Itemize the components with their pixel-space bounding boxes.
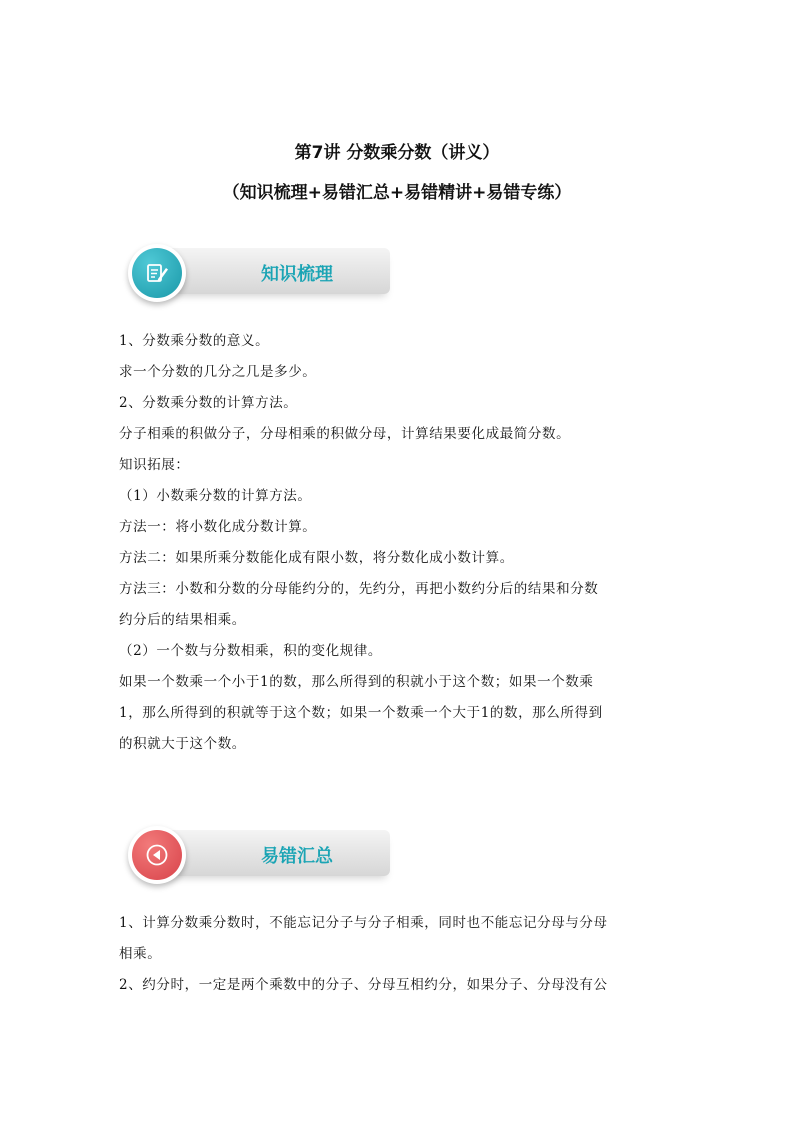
- text-line: 如果一个数乘一个小于1的数，那么所得到的积就小于这个数；如果一个数乘: [119, 674, 594, 690]
- text-line: 约分后的结果相乘。: [119, 612, 246, 628]
- text-line: 1、计算分数乘分数时，不能忘记分子与分子相乘，同时也不能忘记分母与分母: [119, 915, 608, 931]
- section-header-errors: [122, 828, 392, 892]
- section-body-knowledge: [119, 326, 603, 760]
- section-badge: [128, 826, 186, 884]
- document-title: 第7讲 分数乘分数（讲义）: [294, 143, 500, 163]
- text-line: 求一个分数的几分之几是多少。: [119, 364, 317, 380]
- section-header-knowledge: [122, 246, 392, 310]
- section-title: 易错汇总: [261, 846, 333, 867]
- text-line: 2、约分时，一定是两个乘数中的分子、分母互相约分，如果分子、分母没有公: [119, 977, 608, 993]
- play-back-icon: [145, 843, 169, 867]
- text-line: 1，那么所得到的积就等于这个数；如果一个数乘一个大于1的数，那么所得到: [119, 705, 603, 721]
- text-line: 方法二：如果所乘分数能化成有限小数，将分数化成小数计算。: [119, 550, 514, 566]
- text-line: 1、分数乘分数的意义。: [119, 333, 270, 349]
- section-title: 知识梳理: [261, 264, 333, 285]
- text-line: 知识拓展：: [119, 457, 190, 473]
- text-line: 分子相乘的积做分子，分母相乘的积做分母，计算结果要化成最简分数。: [119, 426, 571, 442]
- section-badge: [128, 244, 186, 302]
- text-line: （2）一个数与分数相乘，积的变化规律。: [119, 643, 382, 659]
- section-body-errors: [119, 908, 608, 1001]
- text-line: 的积就大于这个数。: [119, 736, 246, 752]
- text-line: 2、分数乘分数的计算方法。: [119, 395, 298, 411]
- notepad-pencil-icon: [145, 261, 169, 285]
- document-subtitle: （知识梳理+易错汇总+易错精讲+易错专练）: [222, 183, 572, 203]
- text-line: 相乘。: [119, 946, 162, 962]
- text-line: 方法三：小数和分数的分母能约分的，先约分，再把小数约分后的结果和分数: [119, 581, 599, 597]
- text-line: （1）小数乘分数的计算方法。: [119, 488, 312, 504]
- text-line: 方法一：将小数化成分数计算。: [119, 519, 317, 535]
